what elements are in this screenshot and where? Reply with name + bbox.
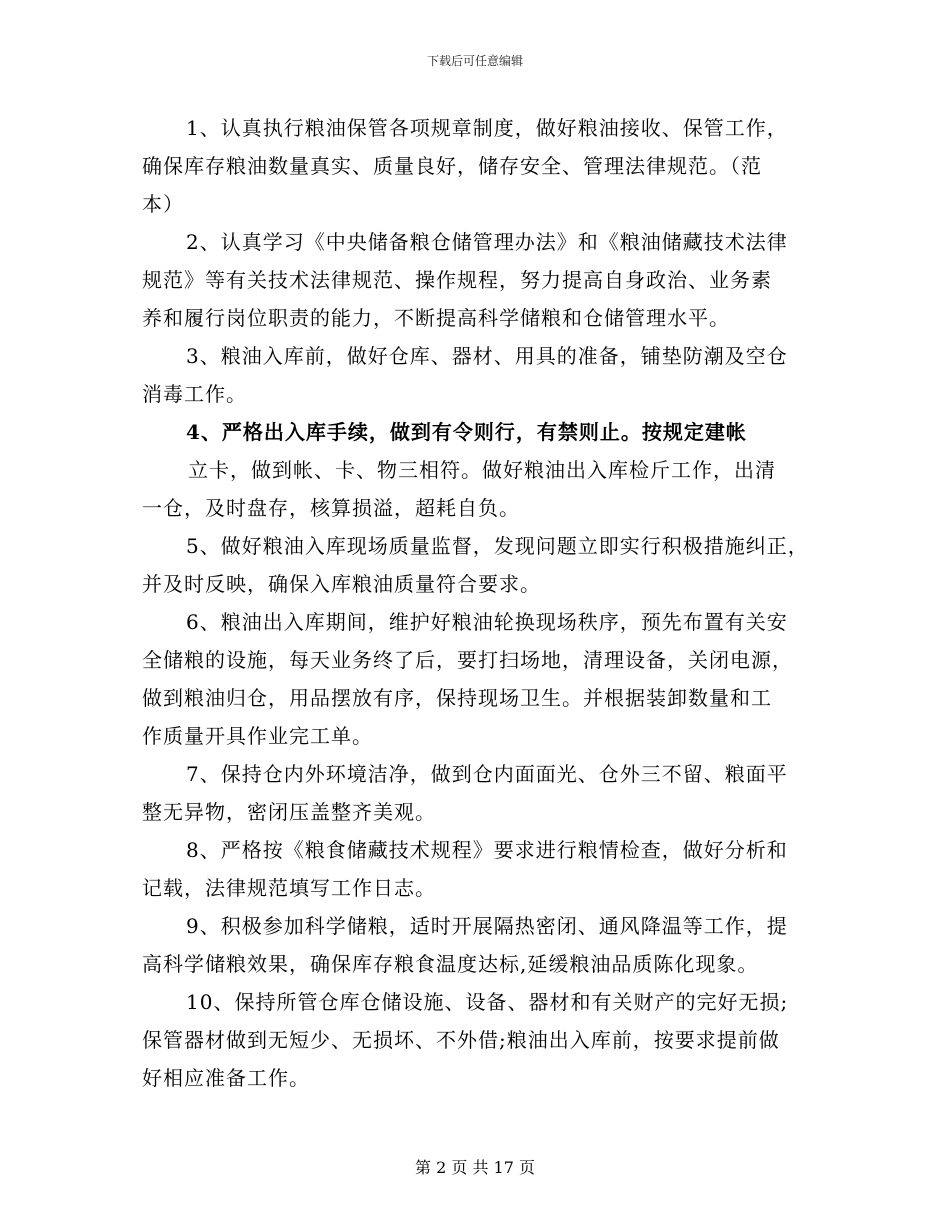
paragraph-line: 作质量开具作业完工单。 — [142, 724, 373, 748]
paragraph-line: 6、粮油出入库期间，维护好粮油轮换现场秩序，预先布置有关安 — [186, 610, 788, 634]
paragraph-line: 一仓，及时盘存，核算损溢，超耗自负。 — [142, 496, 520, 520]
paragraph-line: 确保库存粮油数量真实、质量良好，储存安全、管理法律规范。（范 — [142, 154, 762, 178]
paragraph-line: 全储粮的设施，每天业务终了后，要打扫场地，清理设备，关闭电源， — [142, 648, 793, 672]
paragraph-line: 5、做好粮油入库现场质量监督，发现问题立即实行积极措施纠正， — [186, 534, 809, 558]
paragraph-line: 记载，法律规范填写工作日志。 — [142, 876, 436, 900]
paragraph-line: 2、认真学习《中央储备粮仓储管理办法》和《粮油储藏技术法律 — [186, 230, 788, 254]
paragraph-line: 做到粮油归仓，用品摆放有序，保持现场卫生。并根据装卸数量和工 — [142, 686, 772, 710]
paragraph-line: 保管器材做到无短少、无损坏、不外借;粮油出入库前，按要求提前做 — [142, 1028, 780, 1052]
document-body — [142, 109, 822, 1097]
paragraph-line: 高科学储粮效果，确保库存粮食温度达标,延缓粮油品质陈化现象。 — [142, 952, 759, 976]
paragraph-line: 10、保持所管仓库仓储设施、设备、器材和有关财产的完好无损; — [186, 990, 789, 1014]
paragraph-line: 1、认真执行粮油保管各项规章制度，做好粮油接收、保管工作， — [186, 116, 788, 140]
paragraph-line: 并及时反映，确保入库粮油质量符合要求。 — [142, 572, 541, 596]
paragraph-line: 7、保持仓内外环境洁净，做到仓内面面光、仓外三不留、粮面平 — [186, 762, 788, 786]
paragraph-line: 养和履行岗位职责的能力，不断提高科学储粮和仓储管理水平。 — [142, 306, 730, 330]
paragraph-line: 9、积极参加科学储粮，适时开展隔热密闭、通风降温等工作，提 — [186, 914, 788, 938]
bold-paragraph-line: 4、严格出入库手续，做到有令则行，有禁则止。按规定建帐 — [186, 420, 747, 444]
paragraph-line: 整无异物，密闭压盖整齐美观。 — [142, 800, 436, 824]
paragraph-line: 本） — [142, 192, 184, 216]
paragraph-line: 8、严格按《粮食储藏技术规程》要求进行粮情检查，做好分析和 — [186, 838, 788, 862]
page-header-note: 下载后可任意编辑 — [426, 54, 523, 68]
paragraph-line: 立卡，做到帐、卡、物三相符。做好粮油出入库检斤工作，出清 — [188, 458, 776, 482]
paragraph-line: 规范》等有关技术法律规范、操作规程，努力提高自身政治、业务素 — [142, 268, 772, 292]
paragraph-line: 消毒工作。 — [142, 382, 247, 406]
paragraph-line: 3、粮油入库前，做好仓库、器材、用具的准备，铺垫防潮及空仓 — [186, 344, 788, 368]
paragraph-line: 好相应准备工作。 — [142, 1066, 310, 1090]
page-number: 第 2 页 共 17 页 — [415, 1158, 535, 1177]
